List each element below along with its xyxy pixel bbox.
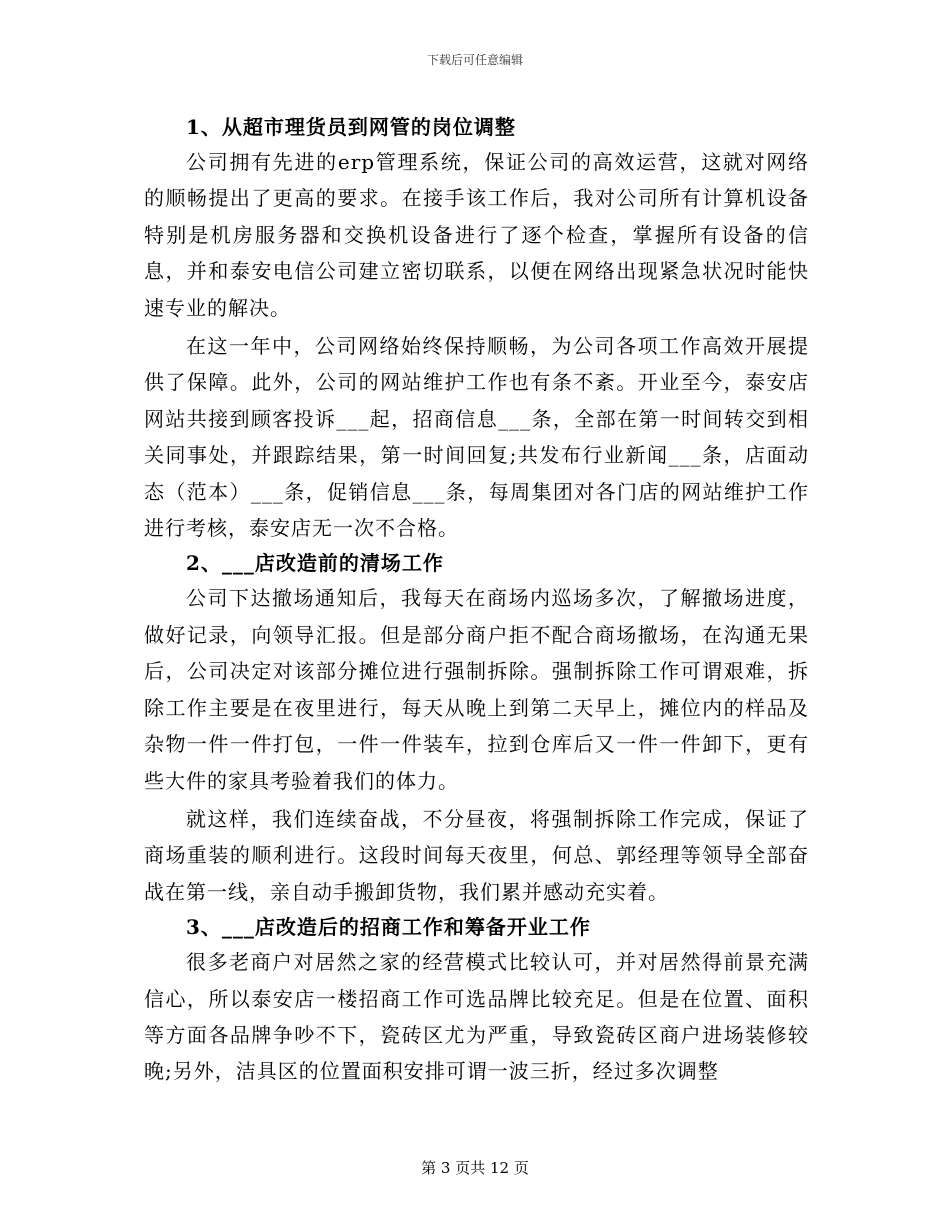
paragraph-2-1: 公司下达撤场通知后，我每天在商场内巡场多次，了解撤场进度，做好记录，向领导汇报。但是部分商户拒不配合商场撤场，在沟通无果后，公司决定对该部分摊位进行强制拆除。强制拆除工作可谓艰难，拆除工作主要是在夜里进行，每天从晚上到第二天早上，摊位内的样品及杂物一件一件打包，一件一件装车，拉到仓库后又一件一件卸下，更有些大件的家具考验着我们的体力。 [144, 586, 809, 793]
paragraph-3-1: 很多老商户对居然之家的经营模式比较认可，并对居然得前景充满信心，所以泰安店一楼招商工作可选品牌比较充足。但是在位置、面积等方面各品牌争吵不下，瓷砖区尤为严重，导致瓷砖区商户进场装修较晚;另外，洁具区的位置面积安排可谓一波三折，经过多次调整 [144, 950, 809, 1084]
page-footer: 第 3 页共 12 页 [421, 1159, 529, 1177]
paragraph-1-1: 公司拥有先进的erp管理系统，保证公司的高效运营，这就对网络的顺畅提出了更高的要求。在接手该工作后，我对公司所有计算机设备特别是机房服务器和交换机设备进行了逐个检查，掌握所有设备的信息，并和泰安电信公司建立密切联系，以便在网络出现紧急状况时能快速专业的解决。 [144, 150, 809, 320]
paragraph-1-2: 在这一年中，公司网络始终保持顺畅，为公司各项工作高效开展提供了保障。此外，公司的网站维护工作也有条不紊。开业至今，泰安店网站共接到顾客投诉___起，招商信息___条，全部在第一时间转交到相关同事处，并跟踪结果，第一时间回复;共发布行业新闻___条，店面动态（范本）___条，促销信息___条，每周集团对各门店的网站维护工作进行考核，泰安店无一次不合格。 [144, 334, 809, 541]
page-header: 下载后可任意编辑 [426, 53, 523, 67]
section-heading-1: 1、从超市理货员到网管的岗位调整 [186, 115, 516, 139]
section-heading-2: 2、___店改造前的清场工作 [186, 551, 444, 576]
document-body [144, 110, 809, 1090]
paragraph-2-2: 就这样，我们连续奋战，不分昼夜，将强制拆除工作完成，保证了商场重装的顺利进行。这段时间每天夜里，何总、郭经理等领导全部奋战在第一线，亲自动手搬卸货物，我们累并感动充实着。 [144, 806, 809, 904]
section-heading-3: 3、___店改造后的招商工作和筹备开业工作 [186, 915, 591, 940]
